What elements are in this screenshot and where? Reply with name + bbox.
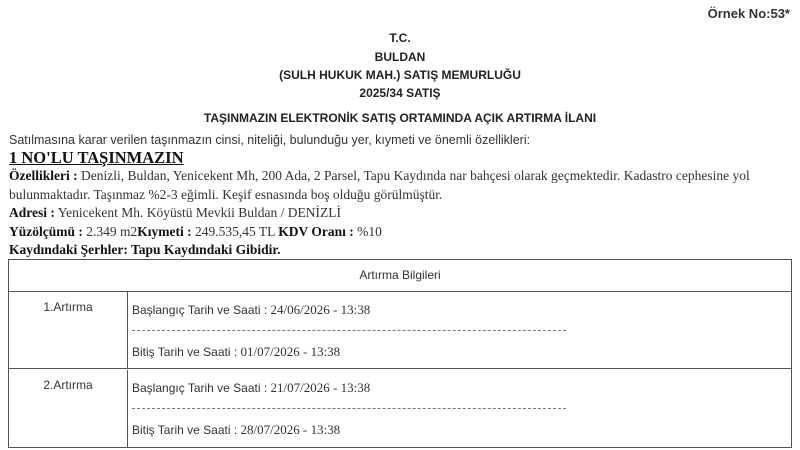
area-text: 2.349 m2 — [86, 223, 138, 239]
announcement-title: TAŞINMAZIN ELEKTRONİK SATIŞ ORTAMINDA AÇIK ARTIRMA İLANI — [203, 111, 597, 125]
dashed-divider — [132, 330, 566, 331]
auction-row-dates — [128, 292, 791, 368]
header-tc: T.C. — [389, 31, 411, 45]
auction-row-2 — [9, 370, 791, 448]
vat-label: KDV Oranı : — [278, 223, 354, 239]
dashed-divider — [132, 408, 566, 409]
area-value-line — [9, 223, 794, 242]
end-label: Bitiş Tarih ve Saati : — [132, 423, 238, 437]
address-label: Adresi : — [9, 205, 55, 220]
features-line — [9, 167, 794, 204]
vat-text: %10 — [357, 223, 382, 239]
start-value: 24/06/2026 - 13:38 — [270, 302, 371, 317]
auction-row-label: 1.Artırma — [9, 292, 128, 368]
address-text: Yenicekent Mh. Köyüstü Mevkii Buldan / DENİZLİ — [57, 205, 341, 220]
area-label: Yüzölçümü : — [9, 223, 83, 239]
start-value: 21/07/2026 - 13:38 — [270, 380, 371, 395]
end-datetime — [132, 422, 340, 438]
property-title: 1 NO'LU TAŞINMAZIN — [9, 148, 184, 167]
header-office: (SULH HUKUK MAH.) SATIŞ MEMURLUĞU — [279, 68, 521, 82]
sample-number: Örnek No:53* — [707, 6, 790, 21]
features-label: Özellikleri : — [9, 168, 78, 183]
end-value: 28/07/2026 - 13:38 — [240, 422, 341, 437]
end-label: Bitiş Tarih ve Saati : — [132, 345, 238, 359]
start-label: Başlangıç Tarih ve Saati : — [132, 381, 268, 395]
auction-row-dates — [128, 370, 791, 448]
header-case-number: 2025/34 SATIŞ — [359, 86, 441, 100]
start-datetime — [132, 302, 370, 318]
address-line — [9, 204, 794, 223]
start-datetime — [132, 380, 370, 396]
encumbrance-line — [9, 241, 794, 260]
auction-table-header: Artırma Bilgileri — [9, 260, 791, 292]
encumbrance-text: Kaydındaki Şerhler: Tapu Kaydındaki Gibidir. — [9, 242, 281, 257]
property-details — [9, 167, 794, 260]
auction-row-label: 2.Artırma — [9, 370, 128, 448]
end-datetime — [132, 344, 340, 360]
intro-text: Satılmasına karar verilen taşınmazın cinsi, niteliği, bulunduğu yer, kıymeti ve önemli özellikleri: — [9, 133, 531, 147]
auction-info-table — [8, 259, 792, 448]
start-label: Başlangıç Tarih ve Saati : — [132, 303, 268, 317]
value-label: Kıymeti : — [137, 223, 192, 239]
value-text: 249.535,45 TL — [195, 223, 275, 239]
features-text: Denizli, Buldan, Yenicekent Mh, 200 Ada, 2 Parsel, Tapu Kaydında nar bahçesi olarak geçmektedir. Kadastro cephesine yol bulunmaktadır. Taşınmaz %2-3 eğimli. Keşif esnasında boş olduğu görülmüştür. — [9, 168, 750, 202]
auction-row-1 — [9, 292, 791, 369]
end-value: 01/07/2026 - 13:38 — [240, 344, 341, 359]
header-district: BULDAN — [374, 50, 426, 64]
